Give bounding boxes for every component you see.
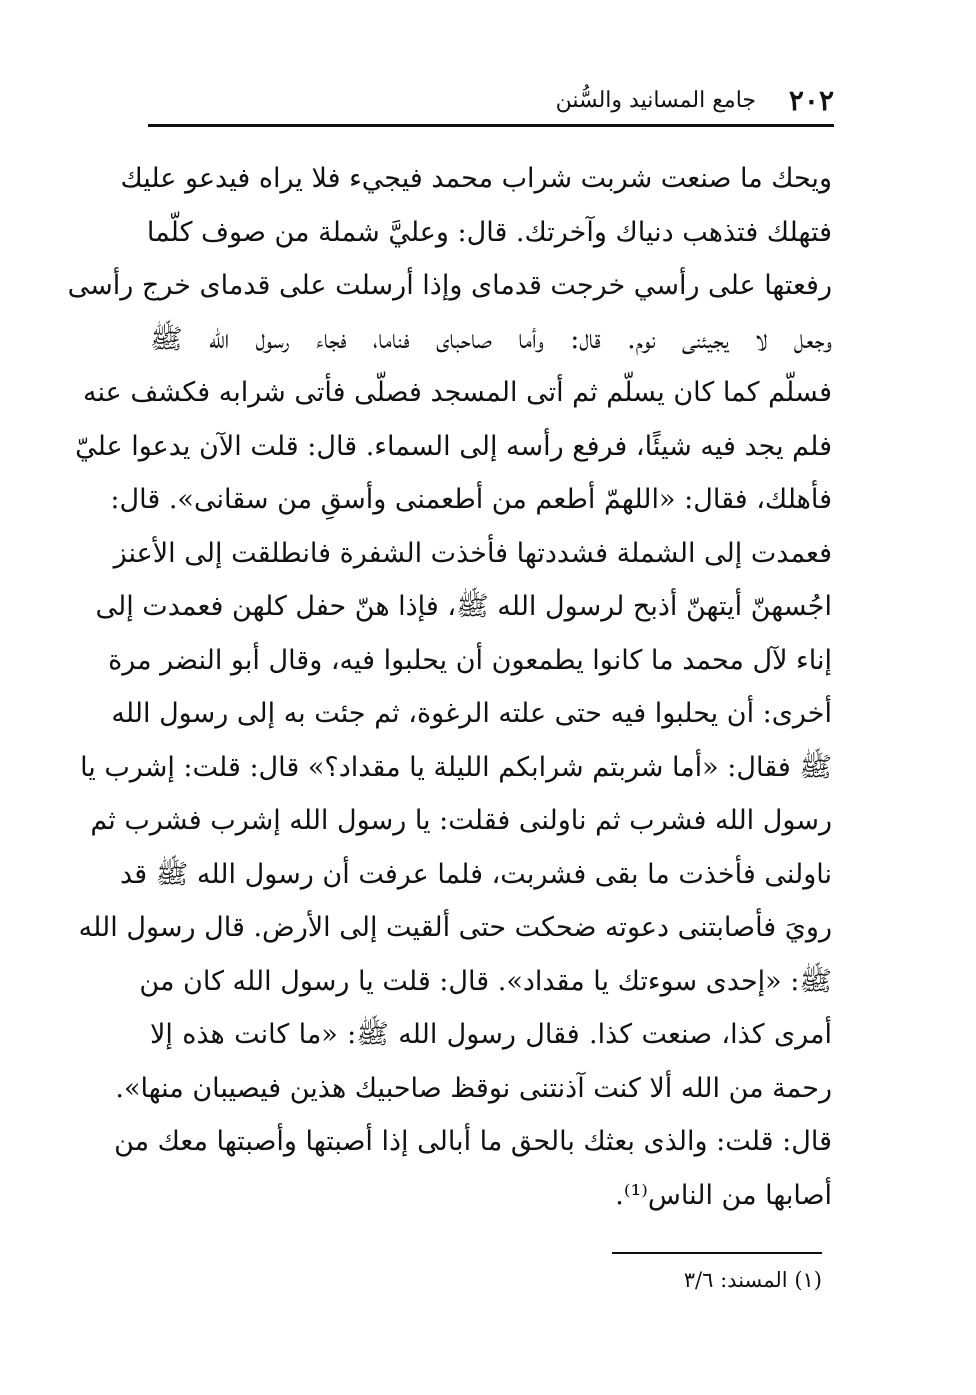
text-line: رويَ فأصابتنى دعوته ضحكت حتى ألقيت إلى الأرض. قال رسول الله	[78, 912, 832, 943]
text-line: فلم يجد فيه شيئًا، فرفع رأسه إلى السماء. قال: قلت الآن يدعوا عليّ	[75, 430, 832, 462]
text-line: ناولنى فأخذت ما بقى فشربت، فلما عرفت أن رسول الله ﷺ قد	[120, 858, 832, 890]
footnote: (١) المسند: ٣/٦	[683, 1268, 822, 1292]
text-line: فسلّم كما كان يسلّم ثم أتى المسجد فصلّى فأتى شرابه فكشف عنه	[83, 377, 832, 408]
text-line: ﷺ فقال: «أما شربتم شرابكم الليلة يا مقداد؟» قال: قلت: إشرب يا	[80, 751, 832, 783]
text-line: إناء لآل محمد ما كانوا يطمعون أن يحلبوا فيه، وقال أبو النضر مرة	[108, 644, 832, 676]
text-line: ويحك ما صنعت شربت شراب محمد فيجيء فلا يراه فيدعو عليك	[120, 163, 832, 194]
text-line: قال: قلت: والذى بعثك بالحق ما أبالى إذا أصبتها وأصبتها معك من	[114, 1126, 832, 1157]
running-header	[148, 78, 834, 122]
header-rule	[148, 124, 834, 127]
text-line: فأهلك، فقال: «اللهمّ أطعم من أطعمنى وأسقِ من سقانى». قال:	[110, 484, 832, 515]
page-number: ٢٠٢	[788, 84, 834, 117]
text-line: ﷺ: «إحدى سوءتك يا مقداد». قال: قلت يا رسول الله كان من	[139, 965, 832, 997]
text-line: أخرى: أن يحلبوا فيه حتى علته الرغوة، ثم جئت به إلى رسول الله	[111, 698, 832, 729]
text-line: أصابها من الناس⁽¹⁾.	[615, 1179, 832, 1211]
footnote-rule	[612, 1252, 822, 1254]
body-text	[67, 152, 832, 1222]
text-line: وجعل لا يجيئنى نوم. قال: وأما صاحباى فناما، فجاء رسول الله ﷺ	[150, 323, 832, 355]
text-line: اجُسهنّ أيتهنّ أذبح لرسول الله ﷺ، فإذا هنّ حفل كلهن فعمدت إلى	[95, 591, 832, 622]
text-line: رفعتها على رأسي خرجت قدماى وإذا أرسلت على قدماى خرج رأسى	[67, 270, 832, 301]
text-line: رحمة من الله ألا كنت آذنتنى نوقظ صاحبيك هذين فيصيبان منها».	[115, 1072, 832, 1104]
text-line: فعمدت إلى الشملة فشددتها فأخذت الشفرة فانطلقت إلى الأعنز	[113, 537, 832, 569]
text-line: أمرى كذا، صنعت كذا. فقال رسول الله ﷺ: «ما كانت هذه إلا	[150, 1019, 832, 1050]
header-title: جامع المسانيد والسُّنن	[555, 88, 756, 113]
text-line: فتهلك فتذهب دنياك وآخرتك. قال: وعليَّ شملة من صوف كلّما	[146, 216, 832, 248]
text-line: رسول الله فشرب ثم ناولنى فقلت: يا رسول الله إشرب فشرب ثم	[90, 805, 832, 836]
